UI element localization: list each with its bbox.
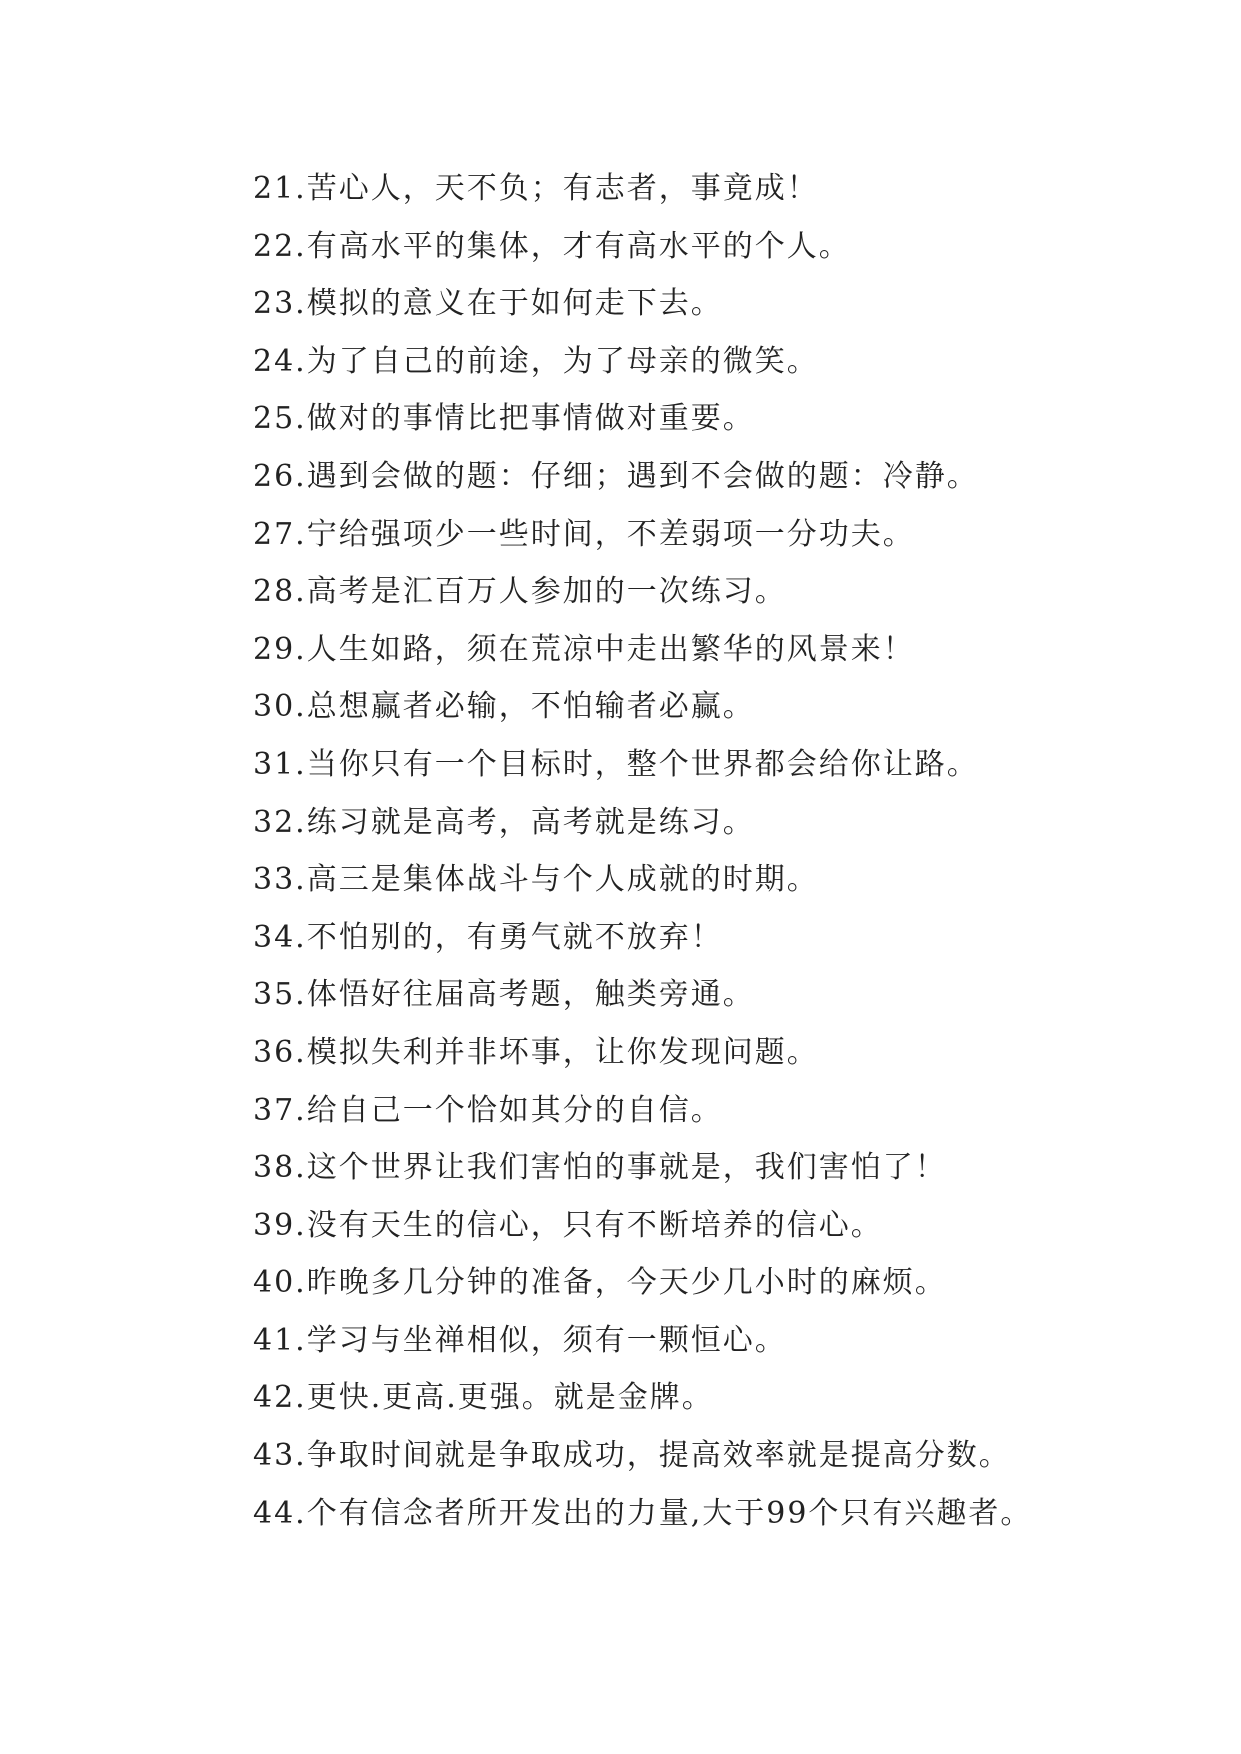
quote-line: 25.做对的事情比把事情做对重要。: [253, 401, 755, 437]
quote-line: 41.学习与坐禅相似，须有一颗恒心。: [253, 1322, 787, 1358]
quote-line: 40.昨晚多几分钟的准备，今天少几小时的麻烦。: [253, 1265, 947, 1301]
quote-line: 24.为了自己的前途，为了母亲的微笑。: [253, 343, 819, 379]
quote-line: 28.高考是汇百万人参加的一次练习。: [253, 574, 787, 610]
quote-line: 29.人生如路，须在荒凉中走出繁华的风景来！: [253, 631, 915, 667]
quote-line: 22.有高水平的集体，才有高水平的个人。: [253, 228, 851, 264]
quote-line: 32.练习就是高考，高考就是练习。: [253, 804, 755, 840]
quote-line: 26.遇到会做的题：仔细；遇到不会做的题：冷静。: [253, 458, 979, 494]
quote-line: 38.这个世界让我们害怕的事就是，我们害怕了！: [253, 1150, 947, 1186]
quote-line: 44.个有信念者所开发出的力量,大于99个只有兴趣者。: [253, 1495, 1033, 1531]
quote-line: 42.更快.更高.更强。就是金牌。: [253, 1380, 714, 1416]
quote-line: 39.没有天生的信心，只有不断培养的信心。: [253, 1207, 883, 1243]
quote-line: 21.苦心人，天不负；有志者，事竟成！: [253, 171, 819, 206]
quote-line: 27.宁给强项少一些时间，不差弱项一分功夫。: [253, 516, 915, 552]
quote-list: [253, 160, 1032, 1542]
quote-line: 35.体悟好往届高考题，触类旁通。: [253, 977, 755, 1013]
quote-line: 34.不怕别的，有勇气就不放弃！: [253, 919, 723, 955]
quote-line: 37.给自己一个恰如其分的自信。: [253, 1092, 723, 1128]
quote-line: 43.争取时间就是争取成功，提高效率就是提高分数。: [253, 1438, 1011, 1474]
quote-line: 33.高三是集体战斗与个人成就的时期。: [253, 862, 819, 898]
quote-line: 36.模拟失利并非坏事，让你发现问题。: [253, 1034, 819, 1070]
quote-line: 23.模拟的意义在于如何走下去。: [253, 286, 723, 322]
quote-line: 31.当你只有一个目标时，整个世界都会给你让路。: [253, 746, 979, 782]
quote-line: 30.总想赢者必输，不怕输者必赢。: [253, 689, 755, 725]
